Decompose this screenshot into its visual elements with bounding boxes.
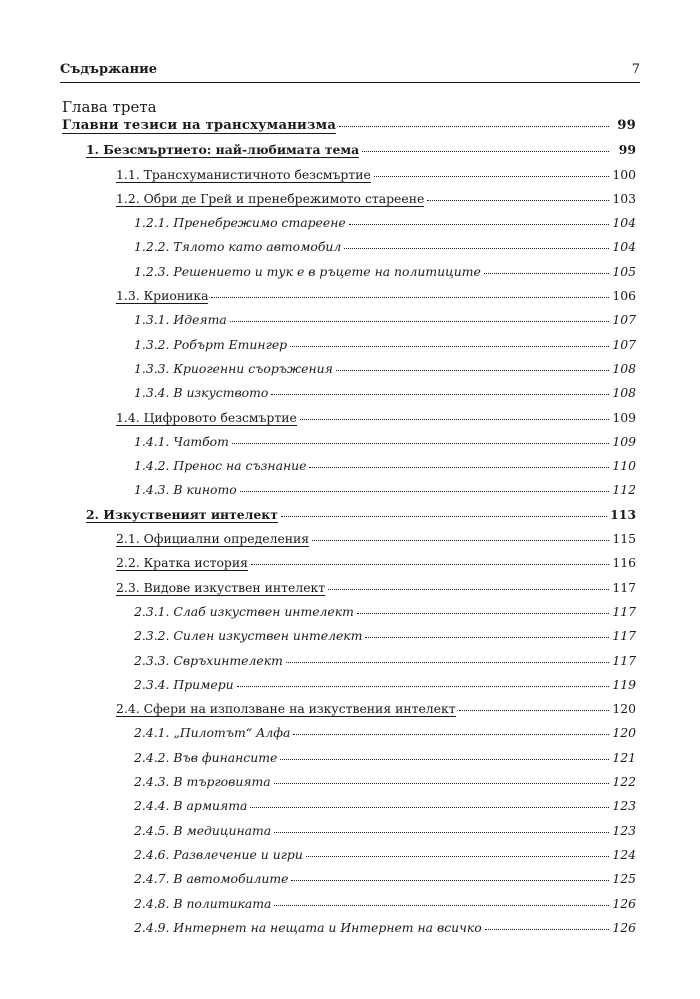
toc-entry [62,385,636,409]
toc-entry-title: 2.3.3. Свръхинтелект [134,653,283,668]
dot-leader [230,321,609,322]
dot-leader [336,370,609,371]
toc-entry [62,847,636,871]
toc-entry-page: 126 [612,895,636,911]
toc-entry [62,604,636,628]
toc-entry [62,361,636,385]
toc-entry-title: 1.4.2. Пренос на съзнание [134,459,307,474]
toc-entry-page: 117 [612,628,636,644]
toc-entry-title: 1.3.4. В изкуството [134,386,269,401]
toc-entry [62,823,636,847]
table-of-contents [62,118,636,944]
toc-entry-page: 117 [612,579,636,595]
dot-leader [309,467,609,468]
dot-leader [362,151,609,152]
toc-entry-page: 109 [612,433,636,449]
toc-entry [62,288,636,312]
toc-entry-title: 2.3.1. Слаб изкуствен интелект [134,604,354,619]
toc-entry-title: 2.1. Официални определения [116,532,310,547]
toc-entry-page: 117 [612,652,636,668]
toc-entry-title: 2. Изкуственият интелект [86,507,278,522]
section-title: Съдържание [60,62,158,77]
toc-entry-page: 99 [617,118,636,133]
toc-entry-title: 1.4. Цифровото безсмъртие [116,410,297,425]
dot-leader [290,346,609,347]
toc-entry-page: 99 [618,142,636,158]
toc-entry [62,531,636,555]
toc-entry [62,434,636,458]
toc-entry-title: 2.4.6. Развлечение и игри [134,847,303,862]
toc-entry [62,118,636,142]
dot-leader [251,564,609,565]
toc-entry [62,871,636,895]
toc-entry-title: 1.4.3. В киното [134,483,237,498]
toc-entry [62,798,636,822]
toc-entry [62,264,636,288]
toc-entry-page: 105 [612,263,636,279]
toc-entry-page: 107 [612,312,636,328]
toc-entry [62,167,636,191]
dot-leader [306,856,609,857]
toc-entry-page: 112 [612,482,636,498]
dot-leader [271,394,609,395]
dot-leader [484,273,609,274]
toc-entry-title: 1.2.3. Решението и тук е в ръцете на политиците [134,264,481,279]
dot-leader [344,248,609,249]
dot-leader [286,662,609,663]
toc-entry-page: 120 [612,701,636,717]
toc-entry-page: 107 [612,336,636,352]
dot-leader [232,443,609,444]
toc-entry [62,410,636,434]
toc-entry [62,653,636,677]
toc-entry-title: 1.3.3. Криогенни съоръжения [134,361,333,376]
toc-entry [62,191,636,215]
toc-entry-title: 1.3.1. Идеята [134,313,227,328]
toc-entry-title: 1.4.1. Чатбот [134,434,229,449]
header-rule [60,82,640,83]
toc-entry-title: 2.4.2. Във финансите [134,750,278,765]
toc-entry [62,701,636,725]
dot-leader [237,686,609,687]
dot-leader [280,759,609,760]
toc-entry-page: 123 [612,798,636,814]
toc-entry-title: 2.4.8. В политиката [134,896,272,911]
dot-leader [293,734,609,735]
toc-entry-title: 1.1. Трансхуманистичното безсмъртие [116,167,371,182]
toc-entry-title: 2.3.2. Силен изкуствен интелект [134,629,363,644]
toc-entry-title: 2.4.9. Интернет на нещата и Интернет на всичко [134,920,482,935]
toc-entry [62,750,636,774]
toc-entry [62,458,636,482]
toc-entry [62,239,636,263]
chapter-label: Глава трета [62,98,157,116]
toc-entry-page: 106 [612,288,636,304]
dot-leader [300,419,609,420]
toc-entry [62,725,636,749]
toc-entry-title: 2.2. Кратка история [116,556,248,571]
toc-entry-page: 115 [612,531,636,547]
toc-entry-page: 104 [612,239,636,255]
toc-entry-page: 108 [612,360,636,376]
toc-entry-title: 1. Безсмъртието: най-любимата тема [86,143,360,158]
running-head [60,62,640,77]
toc-entry [62,774,636,798]
toc-entry [62,555,636,579]
toc-entry-page: 100 [612,166,636,182]
toc-entry-page: 110 [612,458,636,474]
toc-entry [62,896,636,920]
toc-entry-title: 2.4. Сфери на използване на изкуствения интелект [116,702,456,717]
dot-leader [339,126,609,127]
page-number: 7 [631,62,640,77]
dot-leader [291,880,609,881]
dot-leader [374,176,609,177]
dot-leader [274,783,609,784]
toc-entry-page: 120 [612,725,636,741]
toc-entry [62,482,636,506]
toc-entry-page: 122 [612,774,636,790]
toc-entry-page: 117 [612,603,636,619]
dot-leader [274,905,609,906]
toc-entry-page: 124 [612,846,636,862]
dot-leader [281,516,607,517]
toc-entry-title: 1.2.2. Тялото като автомобил [134,240,342,255]
toc-entry-page: 116 [612,555,636,571]
toc-entry-title: 1.2.1. Пренебрежимо стареене [134,216,346,231]
toc-entry-title: 2.3.4. Примери [134,677,234,692]
toc-entry-page: 113 [610,506,636,522]
toc-entry [62,580,636,604]
toc-entry-title: Главни тезиси на трансхуманизма [62,119,337,133]
dot-leader [349,224,609,225]
dot-leader [312,540,609,541]
dot-leader [485,929,609,930]
toc-entry-title: 2.4.4. В армията [134,799,248,814]
toc-entry-title: 2.4.5. В медицината [134,823,272,838]
dot-leader [365,637,609,638]
toc-entry-title: 2.4.1. „Пилотът“ Алфа [134,726,291,741]
dot-leader [274,832,609,833]
toc-entry-page: 109 [612,409,636,425]
dot-leader [427,200,609,201]
dot-leader [250,807,609,808]
toc-entry [62,507,636,531]
toc-entry-title: 2.3. Видове изкуствен интелект [116,580,326,595]
dot-leader [211,297,609,298]
toc-entry [62,677,636,701]
toc-entry-page: 125 [612,871,636,887]
toc-entry-title: 1.3. Крионика [116,289,209,304]
dot-leader [328,589,609,590]
toc-entry [62,215,636,239]
toc-entry-page: 123 [612,822,636,838]
toc-entry-page: 103 [612,190,636,206]
toc-entry [62,628,636,652]
toc-entry-title: 1.3.2. Робърт Етингер [134,337,288,352]
toc-entry-page: 108 [612,385,636,401]
dot-leader [240,491,609,492]
toc-entry-title: 2.4.3. В търговията [134,775,271,790]
toc-entry [62,337,636,361]
toc-entry-page: 104 [612,215,636,231]
toc-entry [62,312,636,336]
toc-entry-page: 119 [612,676,636,692]
toc-entry-title: 1.2. Обри де Грей и пренебрежимото стареене [116,191,425,206]
toc-entry [62,920,636,944]
toc-entry-page: 121 [612,749,636,765]
dot-leader [357,613,609,614]
toc-entry-title: 2.4.7. В автомобилите [134,872,289,887]
toc-entry-page: 126 [612,919,636,935]
toc-entry [62,142,636,166]
dot-leader [459,710,609,711]
